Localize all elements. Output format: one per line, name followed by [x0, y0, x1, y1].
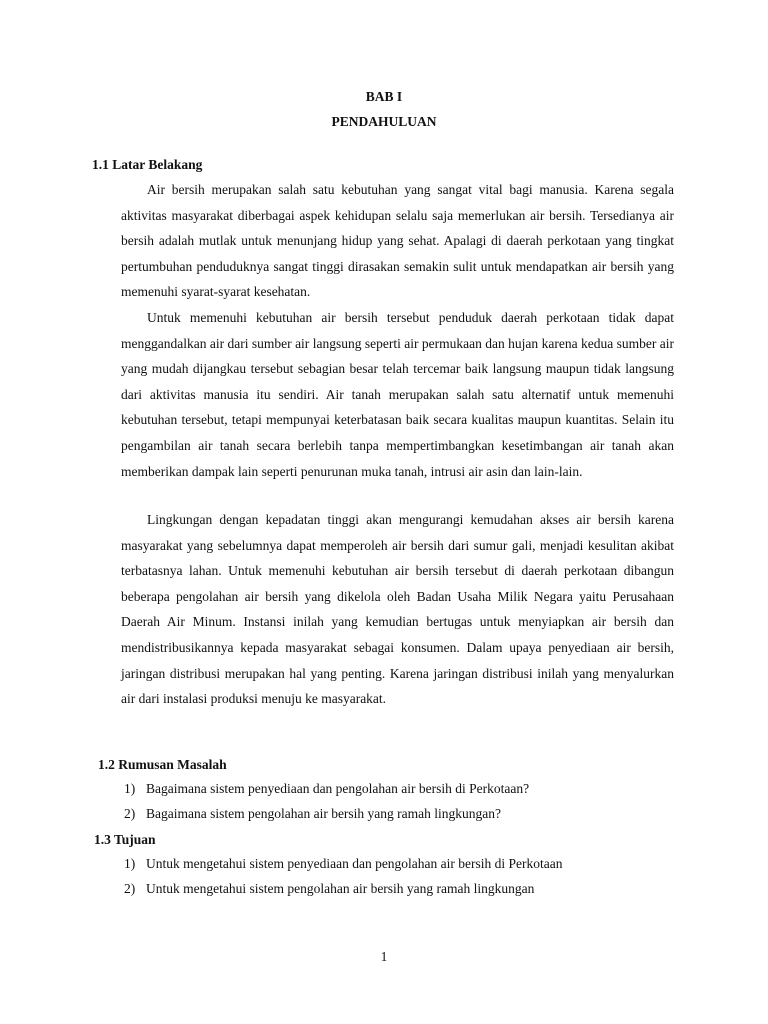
paragraph-1: Air bersih merupakan salah satu kebutuhan yang sangat vital bagi manusia. Karena segala aktivitas masyarakat diberbagai aspek kehidupan selalu saja memerlukan air bersih. Tersedianya air bersih adalah mutlak untuk menunjang hidup yang sehat. Apalagi di daerah perkotaan yang tingkat pertumbuhan penduduknya sangat tinggi dirasakan semakin sulit untuk mendapatkan air bersih yang memenuhi syarat-syarat kesehatan.	[121, 182, 674, 300]
rumusan-masalah-list	[124, 776, 529, 826]
list-item-text: Untuk mengetahui sistem penyediaan dan pengolahan air bersih di Perkotaan	[146, 856, 563, 871]
section-heading-tujuan: 1.3 Tujuan	[94, 832, 156, 847]
list-item-text: Bagaimana sistem pengolahan air bersih yang ramah lingkungan?	[146, 806, 502, 821]
list-item-number: 1)	[124, 781, 136, 796]
tujuan-list	[124, 851, 563, 901]
list-item	[124, 776, 529, 801]
list-item-text: Untuk mengetahui sistem pengolahan air bersih yang ramah lingkungan	[146, 881, 535, 896]
list-item	[124, 851, 563, 876]
chapter-title: PENDAHULUAN	[331, 114, 437, 129]
list-item-number: 1)	[124, 856, 136, 871]
list-item-number: 2)	[124, 881, 136, 896]
paragraph-3: Lingkungan dengan kepadatan tinggi akan mengurangi kemudahan akses air bersih karena masyarakat yang sebelumnya dapat memperoleh air bersih dari sumur gali, menjadi kesulitan akibat terbatasnya lahan. Untuk memenuhi kebutuhan air bersih tersebut di daerah perkotaan dibangun beberapa pengolahan air bersih yang dikelola oleh Badan Usaha Milik Negara yaitu Perusahaan Daerah Air Minum. Instansi inilah yang kemudian bertugas untuk menyiapkan air bersih dan mendistribusikannya kepada masyarakat sebagai konsumen. Dalam upaya penyediaan air bersih, jaringan distribusi merupakan hal yang penting. Karena jaringan distribusi inilah yang menyalurkan air dari instalasi produksi menuju ke masyarakat.	[121, 512, 674, 707]
list-item-number: 2)	[124, 806, 136, 821]
list-item	[124, 876, 563, 901]
list-item-text: Bagaimana sistem penyediaan dan pengolahan air bersih di Perkotaan?	[146, 781, 530, 796]
paragraph-2: Untuk memenuhi kebutuhan air bersih tersebut penduduk daerah perkotaan tidak dapat menggandalkan air dari sumber air langsung seperti air permukaan dan hujan karena kedua sumber air yang mudah dijangkau tersebut sebagian besar telah tercemar baik langsung maupun tidak langsung dari aktivitas manusia itu sendiri. Air tanah merupakan salah satu alternatif untuk memenuhi kebutuhan tersebut, tetapi mempunyai keterbatasan baik secara kualitas maupun kuantitas. Selain itu pengambilan air tanah secara berlebih tanpa mempertimbangkan kesetimbangan air tanah akan memberikan dampak lain seperti penurunan muka tanah, intrusi air asin dan lain-lain.	[121, 310, 674, 479]
list-item	[124, 801, 529, 826]
section-heading-latar-belakang: 1.1 Latar Belakang	[92, 157, 203, 172]
page-number: 1	[380, 949, 388, 964]
section-heading-rumusan-masalah: 1.2 Rumusan Masalah	[98, 757, 227, 772]
chapter-label: BAB I	[365, 89, 403, 104]
